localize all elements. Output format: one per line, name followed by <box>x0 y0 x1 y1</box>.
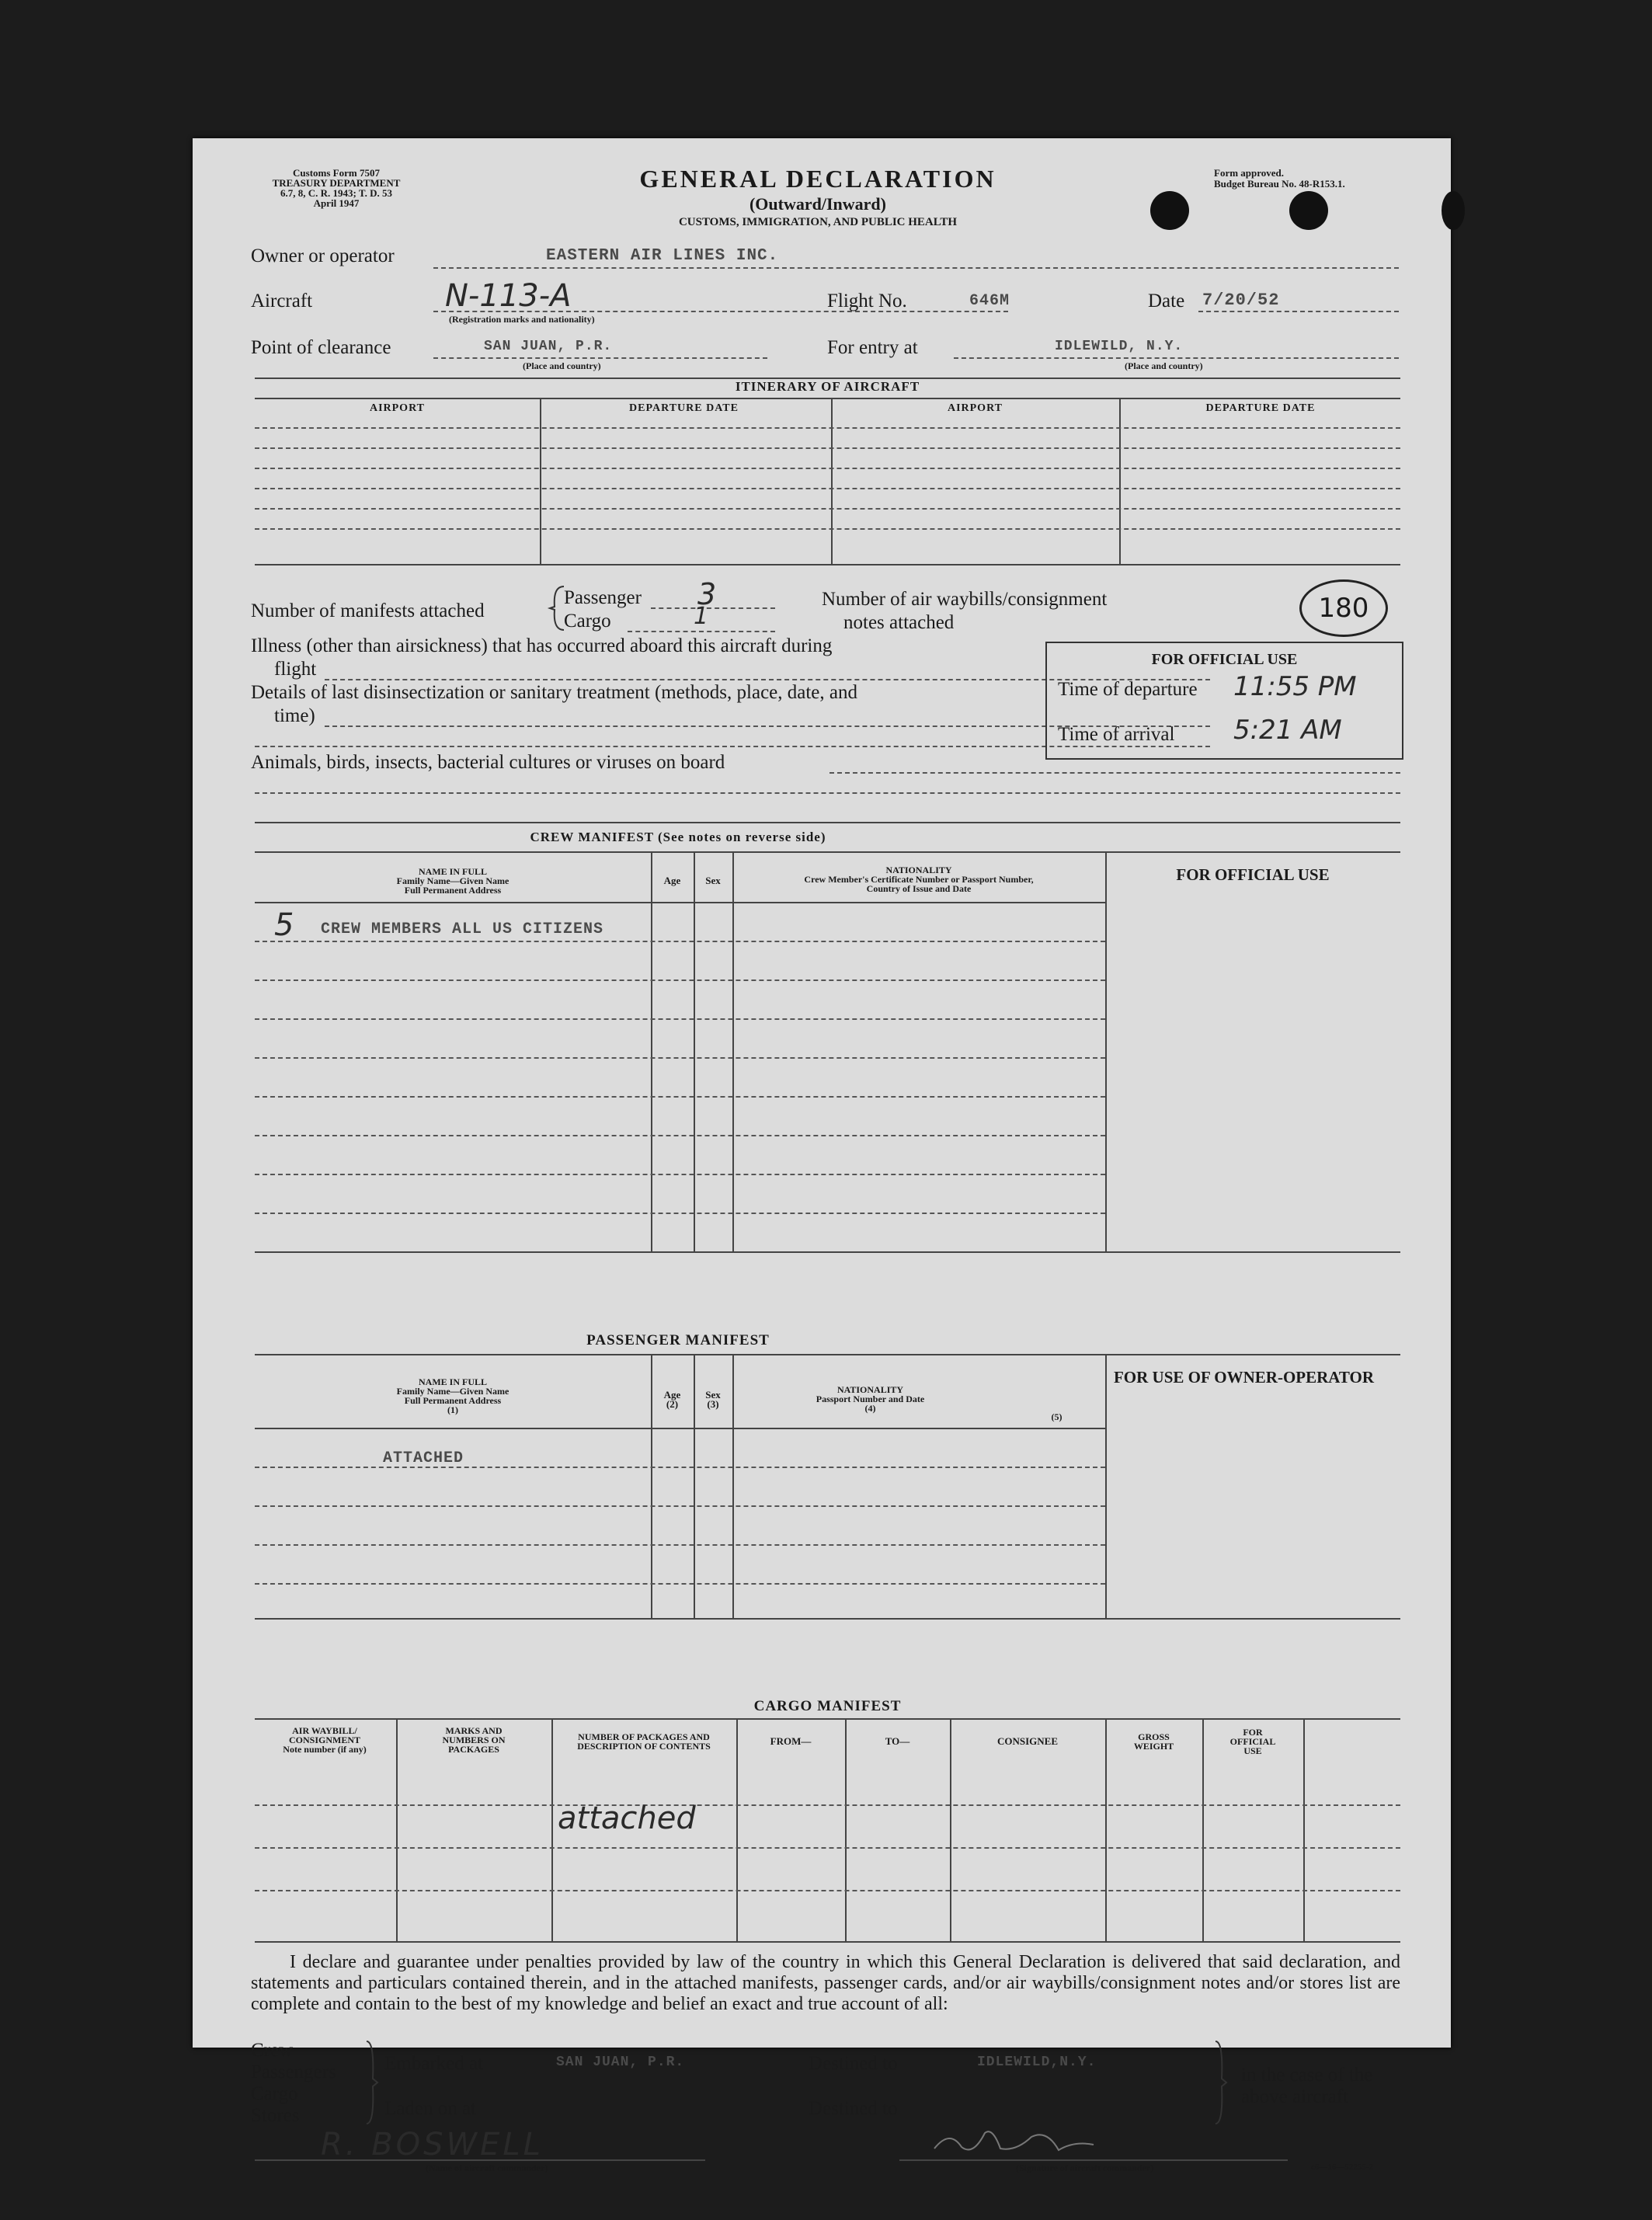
passenger-header-age: Age (2) <box>663 1389 681 1410</box>
form-date: April 1947 <box>313 197 360 209</box>
punch-hole <box>1289 191 1328 230</box>
waybills-label-2: notes attached <box>843 612 955 633</box>
bottom-stores: Stores <box>251 2105 300 2126</box>
crew-entry: CREW MEMBERS ALL US CITIZENS <box>321 920 604 938</box>
signature-caption: (Signature of aircraft commander) <box>1016 2163 1154 2173</box>
crew-header-nationality: NATIONALITY Crew Member's Certificate Number or Passport Number, Country of Issue and Date <box>804 865 1034 894</box>
entry-label: For entry at <box>827 337 918 358</box>
bottom-passengers: Passengers <box>251 2062 336 2083</box>
clearance-label: Point of clearance <box>251 337 391 358</box>
passenger-manifest-label: Passenger <box>564 587 642 608</box>
regulation-ref: 6.7, 8, C. R. 1943; T. D. 53 <box>280 187 392 199</box>
arrival-time-value: 5:21 AM <box>1233 715 1342 746</box>
bottom-cargo: Cargo <box>251 2083 298 2104</box>
official-use-box <box>1045 642 1403 760</box>
passenger-manifest-title: PASSENGER MANIFEST <box>586 1332 770 1348</box>
approval-line2: Budget Bureau No. 48-R153.1. <box>1214 178 1345 190</box>
destined-label-1: Destined to <box>809 2053 898 2074</box>
crew-count: 5 <box>274 907 294 943</box>
owner-value: EASTERN AIR LINES INC. <box>546 247 779 265</box>
itinerary-header-airport-1: AIRPORT <box>369 402 426 414</box>
itinerary-title: ITINERARY OF AIRCRAFT <box>735 379 920 394</box>
cargo-header-consignee: CONSIGNEE <box>996 1735 1059 1747</box>
date-label: Date <box>1148 291 1185 311</box>
approval-line1: Form approved. <box>1214 167 1285 179</box>
embarked-label: Embarked at <box>384 2053 484 2074</box>
passenger-manifest-count: 3 <box>697 577 717 611</box>
official-use-title: FOR OFFICIAL USE <box>1151 651 1298 668</box>
date-value: 7/20/52 <box>1202 291 1280 310</box>
passenger-header-nationality: NATIONALITY Passport Number and Date (4) <box>816 1384 925 1414</box>
embarked-value: SAN JUAN, P.R. <box>556 2055 685 2070</box>
crew-header-age: Age <box>663 875 681 886</box>
aircraft-caption: (Registration marks and nationality) <box>449 314 595 325</box>
punch-hole <box>1150 191 1189 230</box>
departure-time-value: 11:55 PM <box>1233 671 1357 702</box>
laden-label: Laden on at <box>384 2098 477 2119</box>
crew-header-sex: Sex <box>705 875 721 886</box>
waybills-count: 180 <box>1318 593 1369 624</box>
disinsect-line1: Details of last disinsectization or sanitary treatment (methods, place, date, and <box>251 682 857 703</box>
disinsect-line2: time) <box>274 705 315 726</box>
passenger-header-owner-operator: FOR USE OF OWNER-OPERATOR <box>1113 1368 1375 1387</box>
commander-signature <box>930 2125 1101 2156</box>
crew-header-name: NAME IN FULL Family Name—Given Name Full Permanent Address <box>396 866 510 896</box>
itinerary-header-departure-2: DEPARTURE DATE <box>1205 402 1316 414</box>
animals-label: Animals, birds, insects, bacterial cultures or viruses on board <box>251 752 725 773</box>
destined-value-1: IDLEWILD,N.Y. <box>977 2055 1097 2070</box>
arrival-time-label: Time of arrival <box>1058 724 1175 745</box>
aircraft-value: N-113-A <box>445 278 572 314</box>
form-id-block <box>239 168 433 208</box>
commander-name: R. BOSWELL <box>321 2127 544 2163</box>
clearance-value: SAN JUAN, P.R. <box>484 339 613 354</box>
cargo-entry: attached <box>558 1801 696 1836</box>
aircraft-label: Aircraft <box>251 291 313 311</box>
cargo-header-from: FROM— <box>770 1735 812 1747</box>
form-subtitle-agencies: CUSTOMS, IMMIGRATION, AND PUBLIC HEALTH <box>678 216 958 228</box>
print-code: c6—16—52255-2 <box>1311 2163 1374 2172</box>
waybills-count-circled <box>1299 579 1388 637</box>
commander-name-caption: (Name of aircraft commander) <box>426 2163 548 2173</box>
cargo-manifest-label: Cargo <box>564 611 611 632</box>
crew-manifest-title: CREW MANIFEST (See notes on reverse side) <box>530 830 826 844</box>
waybills-label-1: Number of air waybills/consignment <box>822 589 1108 610</box>
department: TREASURY DEPARTMENT <box>272 177 401 189</box>
form-subtitle: (Outward/Inward) <box>749 194 886 214</box>
cargo-header-marks: MARKS AND NUMBERS ON PACKAGES <box>442 1725 506 1755</box>
cargo-manifest-count: 1 <box>694 603 709 630</box>
passenger-header-5: (5) <box>1051 1411 1062 1422</box>
departure-time-label: Time of departure <box>1058 679 1198 700</box>
passenger-entry: ATTACHED <box>383 1449 464 1467</box>
clearance-caption: (Place and country) <box>523 360 601 371</box>
itinerary-header-airport-2: AIRPORT <box>947 402 1003 414</box>
cargo-header-waybill: AIR WAYBILL/ CONSIGNMENT Note number (if any) <box>283 1725 367 1755</box>
approval-note <box>1214 168 1345 190</box>
flight-label: Flight No. <box>827 291 907 311</box>
cargo-header-official-use: FOR OFFICIAL USE <box>1229 1727 1276 1756</box>
case-line2: above aircraft <box>1241 2086 1349 2107</box>
declaration-text: I declare and guarantee under penalties provided by law of the country in which this General Declaration is delivered that said declaration, and statements and particulars contained therein, and in the attached manifests, passenger cards, and/or air waybills/consignment notes and/or stores list are complete and contain to the best of my knowledge and belief an exact and true account of all: <box>251 1952 1400 2014</box>
cargo-header-to: TO— <box>885 1735 910 1747</box>
owner-label: Owner or operator <box>251 245 395 266</box>
illness-line1: Illness (other than airsickness) that has occurred aboard this aircraft during <box>251 635 833 656</box>
cargo-manifest-title: CARGO MANIFEST <box>753 1698 902 1714</box>
flight-value: 646M <box>969 292 1010 310</box>
cargo-header-description: NUMBER OF PACKAGES AND DESCRIPTION OF CONTENTS <box>577 1731 711 1752</box>
crew-header-official-use: FOR OFFICIAL USE <box>1176 865 1330 884</box>
manifests-label: Number of manifests attached <box>251 600 485 621</box>
bracket-icon <box>365 2040 377 2125</box>
cargo-header-gross-weight: GROSS WEIGHT <box>1133 1731 1174 1752</box>
illness-line2: flight <box>274 659 317 680</box>
passenger-header-sex: Sex (3) <box>705 1389 721 1410</box>
document-page <box>193 138 1451 2173</box>
punch-hole <box>1442 191 1465 230</box>
entry-caption: (Place and country) <box>1125 360 1203 371</box>
destined-label-2: Destined to <box>809 2098 898 2119</box>
form-number: Customs Form 7507 <box>293 167 380 179</box>
passenger-header-name: NAME IN FULL Family Name—Given Name Full Permanent Address (1) <box>396 1376 510 1415</box>
case-line1: in the case of the <box>1241 2065 1373 2086</box>
bottom-crew: Crew <box>251 2040 294 2061</box>
entry-value: IDLEWILD, N.Y. <box>1055 339 1184 354</box>
bracket-icon <box>550 585 565 632</box>
form-title: GENERAL DECLARATION <box>639 165 996 193</box>
bracket-icon <box>1214 2040 1226 2125</box>
itinerary-header-departure-1: DEPARTURE DATE <box>629 402 739 414</box>
